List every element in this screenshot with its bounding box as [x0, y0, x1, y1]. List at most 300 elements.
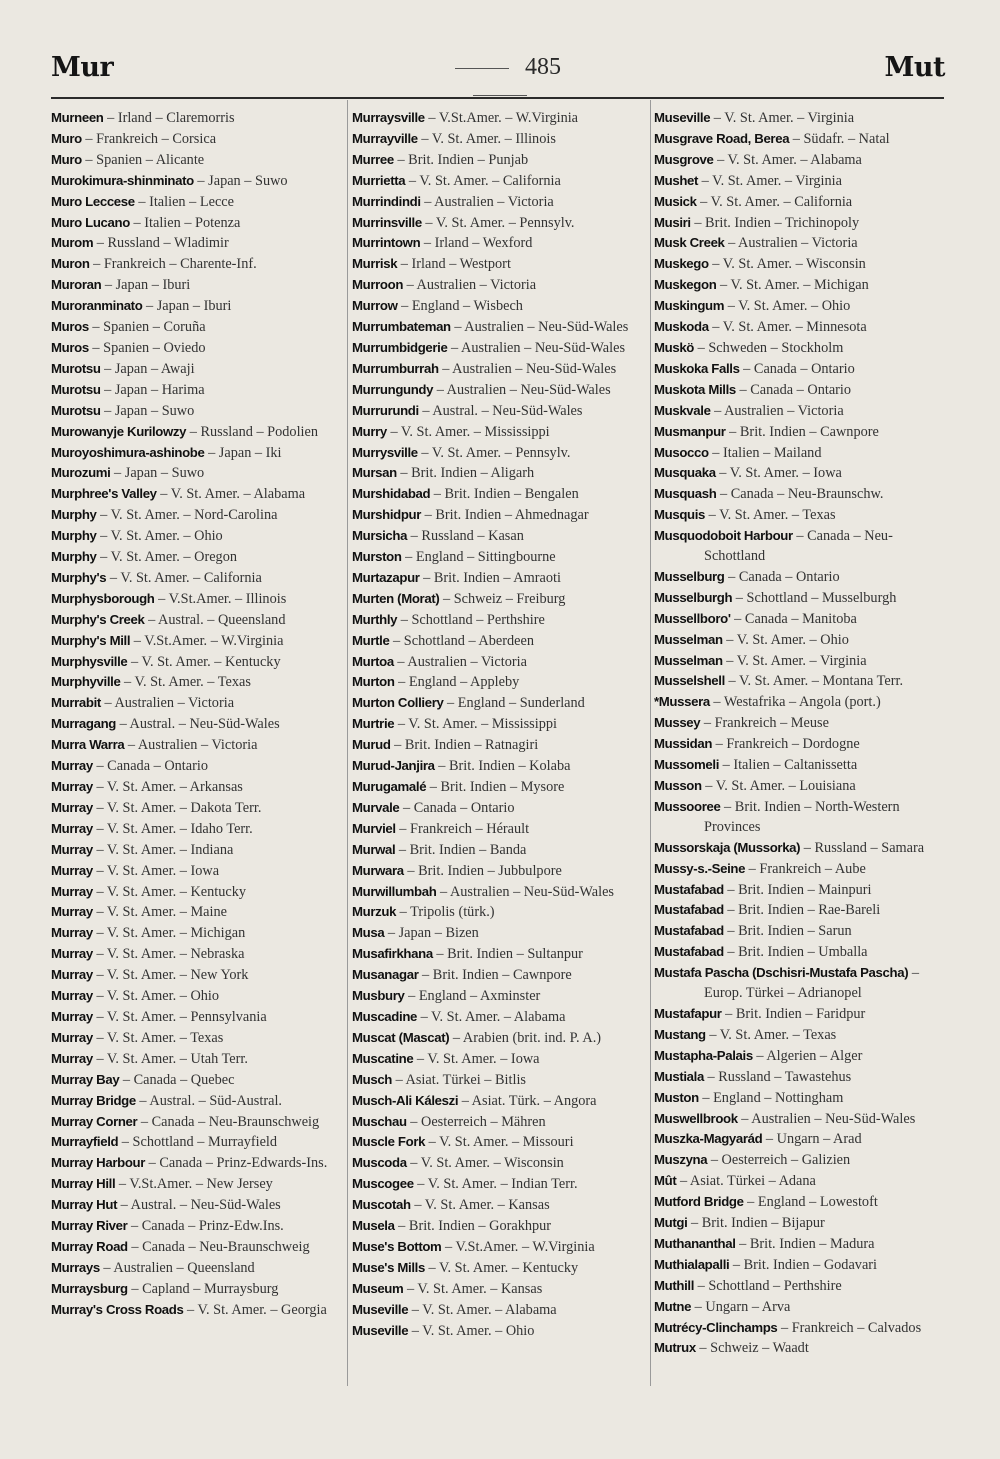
- entry-place-name: Muston: [654, 1089, 699, 1105]
- entry-location: – Austral. – Neu-Süd-Wales: [418, 402, 583, 419]
- entry-place-name: Mustapha-Palais: [654, 1047, 753, 1063]
- entry-location: – V. St. Amer. – Iowa: [715, 465, 842, 482]
- entry-place-name: Murray: [51, 988, 93, 1004]
- entry-place-name: Murphy's: [51, 569, 107, 585]
- gazetteer-entry: [51, 1216, 343, 1237]
- entry-place-name: Mustafabad: [654, 902, 724, 918]
- entry-location: – Brit. Indien – Sultanpur: [432, 946, 583, 963]
- entry-place-name: Muroyoshimura-ashinobe: [51, 444, 205, 460]
- entry-location: – V. St. Amer. – Ohio: [724, 298, 851, 315]
- entry-place-name: Murrumbidgerie: [352, 339, 448, 355]
- entry-location: – V. St. Amer. – Kentucky: [424, 1259, 579, 1276]
- gazetteer-entry: [51, 359, 343, 380]
- entry-place-name: Murray Harbour: [51, 1155, 146, 1171]
- entry-place-name: Musa: [352, 925, 385, 941]
- gazetteer-entry: [352, 1070, 645, 1091]
- gazetteer-entry: [51, 1300, 343, 1321]
- entry-location: – Brit. Indien – North-Western Provinces: [704, 798, 900, 835]
- entry-place-name: Murneen: [51, 110, 104, 125]
- entry-location: – Capland – Murraysburg: [127, 1280, 279, 1297]
- gazetteer-entry: [352, 902, 645, 923]
- entry-location: – Australien – Neu-Süd-Wales: [737, 1110, 916, 1127]
- gazetteer-entry: [51, 756, 343, 777]
- gazetteer-entry: [51, 819, 343, 840]
- entry-location: – Europ. Türkei – Adrianopel: [704, 965, 919, 1002]
- entry-location: – V. St. Amer. – Arkansas: [92, 779, 243, 795]
- gazetteer-entry: [352, 714, 645, 735]
- gazetteer-entry: [51, 108, 343, 129]
- entry-location: – Russland – Podolien: [186, 423, 319, 440]
- entry-place-name: Murotsu: [51, 402, 101, 418]
- entry-place-name: Murowanyje Kurilowzy: [51, 423, 187, 439]
- entry-location: – V. St. Amer. – Pennsylv.: [417, 444, 571, 461]
- gazetteer-entry: [51, 861, 343, 882]
- entry-location: – Italien – Mailand: [708, 444, 822, 461]
- entry-location: – Frankreich – Corsica: [81, 130, 217, 147]
- entry-place-name: Mût: [654, 1173, 677, 1189]
- gazetteer-entry: [352, 1028, 645, 1049]
- entry-place-name: Musmanpur: [654, 423, 726, 439]
- entry-place-name: Musanagar: [352, 967, 419, 983]
- entry-place-name: Murphree's Valley: [51, 486, 157, 502]
- gazetteer-entry: [352, 108, 645, 129]
- entry-location: – V. St. Amer. – California: [106, 569, 262, 586]
- gazetteer-entry: [352, 882, 645, 903]
- gazetteer-entry: [352, 756, 645, 777]
- entry-location: – V. St. Amer. – Pennsylv.: [421, 214, 575, 231]
- entry-place-name: Muro: [51, 151, 82, 167]
- entry-place-name: Musselman: [654, 631, 723, 647]
- gazetteer-entry: [654, 254, 949, 275]
- gazetteer-entry: [51, 882, 343, 903]
- entry-location: – Irland – Wexford: [420, 235, 533, 252]
- gazetteer-entry: [654, 630, 949, 651]
- entry-location: – Brit. Indien – Umballa: [723, 944, 868, 961]
- entry-location: – Australien – Neu-Süd-Wales: [447, 339, 626, 356]
- entry-location: – V. St. Amer. – California: [405, 172, 561, 189]
- gazetteer-entry: [51, 965, 343, 986]
- entry-place-name: Musselshell: [654, 673, 725, 689]
- gazetteer-entry: [51, 798, 343, 819]
- gazetteer-entry: [51, 526, 343, 547]
- entry-place-name: Murrumbateman: [352, 319, 451, 335]
- entry-place-name: Murotsu: [51, 381, 101, 397]
- column-divider: [347, 100, 348, 1386]
- entry-location: – Canada – Quebec: [119, 1071, 235, 1088]
- entry-place-name: Murray: [51, 758, 93, 774]
- entry-location: – V. St. Amer. – Alabama: [417, 1008, 566, 1025]
- entry-place-name: Musgrave Road, Berea: [654, 130, 790, 146]
- gazetteer-entry: [51, 777, 343, 798]
- entry-location: – Frankreich – Hérault: [395, 820, 530, 837]
- gazetteer-entry: [352, 1132, 645, 1153]
- entry-place-name: Murtrie: [352, 716, 395, 732]
- entry-location: – Asiat. Türkei – Bitlis: [392, 1071, 526, 1088]
- entry-place-name: Muros: [51, 319, 89, 335]
- entry-location: – Australien – Victoria: [393, 653, 527, 670]
- gazetteer-entry: [352, 568, 645, 589]
- entry-place-name: Muskoda: [654, 319, 709, 335]
- entry-place-name: Murray Road: [51, 1238, 128, 1254]
- entry-location: – V. St. Amer. – Alabama: [713, 151, 862, 168]
- entry-location: – Schottland – Perthshire: [397, 611, 545, 628]
- entry-location: – Brit. Indien – Aligarh: [396, 465, 535, 482]
- gazetteer-entry: [654, 233, 949, 254]
- entry-place-name: Musocco: [654, 444, 709, 460]
- gazetteer-entry: [654, 317, 949, 338]
- entry-location: – V. St. Amer. – Nord-Carolina: [96, 507, 278, 524]
- entry-place-name: Murrays: [51, 1259, 100, 1275]
- entry-location: – V.St.Amer. – W.Virginia: [441, 1238, 595, 1255]
- entry-place-name: Muthill: [654, 1277, 695, 1293]
- entry-place-name: Mustafabad: [654, 881, 724, 897]
- gazetteer-entry: [352, 484, 645, 505]
- entry-place-name: Museville: [654, 110, 711, 125]
- entry-location: – Austral. – Neu-Süd-Wales: [117, 1197, 281, 1214]
- gazetteer-entry: [352, 275, 645, 296]
- entry-place-name: Murra Warra: [51, 737, 125, 753]
- entry-place-name: Musiri: [654, 214, 691, 230]
- gazetteer-entry: [654, 713, 949, 734]
- gazetteer-entry: [51, 192, 343, 213]
- entry-location: – Japan – Iburi: [101, 277, 191, 294]
- entry-place-name: Murthly: [352, 611, 398, 627]
- gazetteer-entry: [352, 1321, 645, 1342]
- gazetteer-entry: [654, 776, 949, 797]
- gazetteer-entry: [51, 1279, 343, 1300]
- gazetteer-entry: [352, 589, 645, 610]
- entry-place-name: Murrindindi: [352, 193, 421, 209]
- gazetteer-entry: [352, 693, 645, 714]
- entry-location: – England – Appleby: [394, 674, 520, 691]
- entry-location: – V. St. Amer. – Mississippi: [386, 423, 550, 440]
- entry-place-name: Murrysville: [352, 444, 418, 460]
- entry-place-name: Murray Hill: [51, 1176, 116, 1192]
- gazetteer-entry: [352, 1195, 645, 1216]
- entry-location: – V. St. Amer. – Virginia: [698, 172, 842, 189]
- entry-location: – Brit. Indien – Ahmednagar: [421, 507, 589, 524]
- entry-location: – V. St. Amer. – Idaho Terr.: [92, 820, 253, 837]
- gazetteer-entry: [654, 171, 949, 192]
- entry-place-name: Murray Bridge: [51, 1092, 136, 1108]
- entry-location: – V. St. Amer. – Ohio: [722, 631, 849, 648]
- entry-place-name: Muro Leccese: [51, 193, 135, 209]
- entry-place-name: Musela: [352, 1218, 395, 1234]
- entry-place-name: Musk Creek: [654, 235, 725, 251]
- entry-place-name: Murphyville: [51, 674, 121, 690]
- entry-location: – Brit. Indien – Banda: [395, 841, 527, 858]
- gazetteer-entry: [51, 652, 343, 673]
- gazetteer-entry: [352, 735, 645, 756]
- gazetteer-entry: [654, 1025, 949, 1046]
- dash-rule-left: [455, 68, 509, 69]
- entry-place-name: Murray Corner: [51, 1113, 138, 1129]
- entry-place-name: Mushet: [654, 172, 699, 188]
- gazetteer-entry: [352, 798, 645, 819]
- entry-location: – Brit. Indien – Cawnpore: [725, 423, 879, 440]
- entry-location: – V. St. Amer. – Georgia: [183, 1301, 327, 1318]
- entry-place-name: Murotsu: [51, 360, 101, 376]
- gazetteer-entry: [51, 1049, 343, 1070]
- entry-location: – Brit. Indien – Amraoti: [419, 569, 561, 586]
- entry-place-name: Murray: [51, 946, 93, 962]
- gazetteer-entry: [352, 861, 645, 882]
- entry-location: – V. St. Amer. – New York: [92, 967, 249, 984]
- entry-location: – Japan – Harima: [100, 381, 205, 398]
- gazetteer-entry: [352, 1153, 645, 1174]
- entry-place-name: Murviel: [352, 820, 396, 836]
- gazetteer-entry: [51, 275, 343, 296]
- gazetteer-entry: [654, 338, 949, 359]
- gazetteer-entry: [352, 192, 645, 213]
- gazetteer-entry: [654, 484, 949, 505]
- entry-place-name: Murphy's Mill: [51, 632, 131, 648]
- gazetteer-entry: [654, 1255, 949, 1276]
- entry-place-name: Murrabit: [51, 695, 101, 711]
- entry-place-name: Muschau: [352, 1113, 407, 1129]
- gazetteer-entry: [352, 652, 645, 673]
- entry-place-name: Murtle: [352, 632, 390, 648]
- gazetteer-entry: [352, 171, 645, 192]
- gazetteer-entry: [51, 840, 343, 861]
- gazetteer-entry: [654, 380, 949, 401]
- entry-place-name: Muro Lucano: [51, 214, 130, 230]
- entry-place-name: Mussooree: [654, 798, 721, 814]
- gazetteer-entry: [51, 610, 343, 631]
- gazetteer-entry: [352, 338, 645, 359]
- gazetteer-entry: [51, 986, 343, 1007]
- entry-location: – Australien – Neu-Süd-Wales: [438, 360, 617, 377]
- entry-location: – V. St. Amer. – Texas: [705, 507, 836, 524]
- gazetteer-entry: [654, 296, 949, 317]
- entry-location: – V. St. Amer. – Iowa: [413, 1050, 540, 1067]
- entry-location: – Brit. Indien – Kolaba: [434, 758, 571, 775]
- gazetteer-entry: [654, 609, 949, 630]
- gazetteer-entry: [654, 526, 949, 567]
- entry-place-name: Musick: [654, 193, 697, 209]
- entry-place-name: Murphy: [51, 528, 97, 544]
- entry-location: – Frankreich – Dordogne: [712, 736, 860, 753]
- gazetteer-entry: [654, 588, 949, 609]
- entry-location: – V. St. Amer. – Mississippi: [394, 716, 557, 733]
- entry-place-name: Murraysville: [352, 110, 425, 125]
- entry-place-name: Murwal: [352, 841, 396, 857]
- gazetteer-entry: [654, 505, 949, 526]
- entry-place-name: Mussey: [654, 715, 701, 731]
- gazetteer-entry: [51, 171, 343, 192]
- entry-place-name: Mursicha: [352, 528, 408, 544]
- entry-place-name: Murray: [51, 779, 93, 794]
- entry-place-name: Mutrux: [654, 1340, 696, 1356]
- entry-location: – V. St. Amer. – Wisconsin: [406, 1155, 564, 1172]
- entry-location: – Oesterreich – Mähren: [406, 1113, 546, 1130]
- entry-place-name: Muse's Bottom: [352, 1238, 442, 1254]
- gazetteer-entry: [51, 505, 343, 526]
- entry-location: – Arabien (brit. ind. P. A.): [449, 1029, 602, 1046]
- gazetteer-entry: [352, 401, 645, 422]
- entry-place-name: Murrayville: [352, 130, 418, 146]
- gazetteer-entry: [654, 1234, 949, 1255]
- entry-location: – Schottland – Aberdeen: [389, 632, 534, 649]
- gazetteer-entry: [352, 1049, 645, 1070]
- dash-rule-right: [473, 95, 527, 96]
- gazetteer-entry: [51, 338, 343, 359]
- gazetteer-entry: [654, 108, 949, 129]
- entry-location: – Brit. Indien – Ratnagiri: [390, 737, 539, 754]
- entry-place-name: Mutne: [654, 1298, 692, 1314]
- entry-place-name: Murrurundi: [352, 402, 419, 418]
- entry-location: – V. St. Amer. – Michigan: [716, 277, 869, 294]
- entry-place-name: Murston: [352, 549, 402, 565]
- entry-place-name: Murroon: [352, 277, 404, 293]
- gazetteer-entry: [352, 631, 645, 652]
- entry-place-name: Muswellbrook: [654, 1110, 738, 1126]
- entry-place-name: Murrayfield: [51, 1134, 119, 1150]
- gazetteer-entry: [352, 129, 645, 150]
- entry-place-name: Murwillumbah: [352, 883, 437, 899]
- entry-location: – Frankreich – Meuse: [700, 715, 829, 732]
- entry-place-name: Murray: [51, 883, 93, 899]
- gazetteer-entry: [352, 986, 645, 1007]
- entry-place-name: Mustang: [654, 1026, 706, 1042]
- entry-place-name: Murrungundy: [352, 381, 434, 397]
- gazetteer-entry: [352, 1091, 645, 1112]
- entry-location: – Spanien – Coruña: [88, 319, 206, 336]
- entry-location: – V.St.Amer. – W.Virginia: [130, 632, 284, 649]
- gazetteer-entry: [51, 1174, 343, 1195]
- entry-place-name: Museville: [352, 1322, 409, 1338]
- entry-location: – V. St. Amer. – Texas: [92, 1029, 224, 1046]
- entry-location: – Schottland – Murrayfield: [118, 1134, 278, 1151]
- entry-place-name: Musselman: [654, 652, 723, 668]
- entry-location: – Australien – Neu-Süd-Wales: [436, 883, 614, 900]
- entry-location: – V. St. Amer. – Minnesota: [708, 319, 867, 336]
- entry-place-name: Muroranminato: [51, 298, 143, 314]
- entry-place-name: Murrintown: [352, 235, 421, 251]
- entry-location: – Austral. – Queensland: [144, 611, 286, 628]
- entry-place-name: Mutford Bridge: [654, 1194, 744, 1210]
- entry-place-name: Mussy-s.-Seine: [654, 860, 746, 876]
- entry-location: – Italien – Caltanissetta: [719, 757, 858, 774]
- entry-place-name: Murshidpur: [352, 507, 422, 523]
- entry-place-name: Murray: [51, 841, 93, 857]
- gazetteer-entry: [654, 859, 949, 880]
- column-divider: [650, 100, 651, 1386]
- entry-location: – V. St. Amer. – Illinois: [417, 130, 556, 147]
- entry-location: – Canada – Prinz-Edw.Ins.: [127, 1218, 284, 1235]
- gazetteer-entry: [352, 254, 645, 275]
- entry-place-name: Murom: [51, 235, 94, 251]
- gazetteer-entry: [51, 672, 343, 693]
- entry-place-name: Muscat (Mascat): [352, 1029, 450, 1045]
- entry-place-name: Muscle Fork: [352, 1134, 426, 1150]
- entry-location: – V. St. Amer. – Iowa: [92, 862, 220, 879]
- entry-place-name: Muszka-Magyarád: [654, 1131, 763, 1147]
- gazetteer-entry: [654, 422, 949, 443]
- entry-location: – England – Nottingham: [698, 1089, 844, 1106]
- gazetteer-entry: [352, 672, 645, 693]
- gazetteer-entry: [51, 1112, 343, 1133]
- gazetteer-entry: [51, 150, 343, 171]
- gazetteer-entry: [352, 944, 645, 965]
- entry-location: – V.St.Amer. – W.Virginia: [424, 110, 579, 126]
- entry-location: – Schweiz – Freiburg: [439, 590, 566, 607]
- entry-place-name: Murray: [51, 925, 93, 941]
- entry-place-name: Murray: [51, 904, 93, 920]
- entry-location: – V. St. Amer. – Ohio: [96, 528, 223, 545]
- gazetteer-entry: [654, 942, 949, 963]
- gazetteer-entry: [352, 296, 645, 317]
- entry-location: – Brit. Indien – Punjab: [393, 151, 529, 168]
- entry-place-name: Muscogee: [352, 1176, 414, 1192]
- gazetteer-entry: [352, 1216, 645, 1237]
- gazetteer-entry: [352, 233, 645, 254]
- gazetteer-entry: [51, 568, 343, 589]
- entry-location: – Russland – Tawastehus: [703, 1068, 852, 1085]
- gazetteer-entry: [352, 505, 645, 526]
- entry-place-name: Muscoda: [352, 1155, 407, 1171]
- entry-place-name: Muthananthal: [654, 1235, 736, 1251]
- entry-location: – Frankreich – Charente-Inf.: [89, 256, 257, 273]
- gazetteer-entry: [654, 1213, 949, 1234]
- gazetteer-entry: [51, 463, 343, 484]
- entry-place-name: Murrow: [352, 298, 398, 314]
- entry-place-name: Muskö: [654, 339, 695, 355]
- gazetteer-entry: [352, 443, 645, 464]
- gazetteer-entry: [654, 192, 949, 213]
- entry-location: – Irland – Westport: [397, 256, 511, 273]
- entry-place-name: Murrisk: [352, 256, 398, 272]
- entry-location: – V. St. Amer. – Montana Terr.: [724, 673, 904, 690]
- entry-location: – V. St. Amer. – Ohio: [408, 1322, 535, 1339]
- entry-location: – V. St. Amer. – Virginia: [710, 110, 855, 126]
- entry-location: – V. St. Amer. – Oregon: [96, 549, 237, 566]
- entry-place-name: Muthialapalli: [654, 1256, 730, 1272]
- entry-place-name: Mussorskaja (Mussorka): [654, 839, 801, 855]
- entry-place-name: Musch: [352, 1071, 393, 1087]
- entry-location: – Australien – Queensland: [99, 1259, 255, 1276]
- gazetteer-entry: [654, 692, 949, 713]
- entry-location: – V. St. Amer. – Louisiana: [701, 778, 856, 794]
- entry-location: – V.St.Amer. – New Jersey: [115, 1176, 273, 1193]
- entry-location: – V. St. Amer. – Kansas: [410, 1197, 550, 1214]
- entry-location: – V.St.Amer. – Illinois: [154, 590, 287, 607]
- entry-place-name: Murray: [51, 820, 93, 836]
- gazetteer-entry: [352, 1300, 645, 1321]
- entry-place-name: Muskota Mills: [654, 381, 736, 397]
- gazetteer-entry: [352, 1007, 645, 1028]
- entry-place-name: Muros: [51, 339, 89, 355]
- gazetteer-entry: [654, 1192, 949, 1213]
- entry-location: – Australien – Neu-Süd-Wales: [433, 381, 611, 398]
- entry-location: – England – Sunderland: [443, 695, 585, 712]
- entry-location: – Canada – Manitoba: [730, 610, 857, 627]
- entry-place-name: Murry: [352, 423, 387, 439]
- entry-place-name: Muskego: [654, 256, 709, 272]
- entry-location: – Asiat. Türkei – Adana: [676, 1173, 816, 1190]
- gazetteer-entry: [654, 213, 949, 234]
- entry-place-name: Mustafabad: [654, 923, 724, 939]
- gazetteer-entry: [51, 589, 343, 610]
- entry-place-name: Muroran: [51, 277, 102, 293]
- gazetteer-entry: [654, 1276, 949, 1297]
- gazetteer-entry: [352, 819, 645, 840]
- entry-place-name: Murton: [352, 674, 395, 690]
- running-head-right: Mut: [884, 52, 945, 83]
- gazetteer-entry: [51, 443, 343, 464]
- gazetteer-entry: [654, 1129, 949, 1150]
- gazetteer-entry: [352, 526, 645, 547]
